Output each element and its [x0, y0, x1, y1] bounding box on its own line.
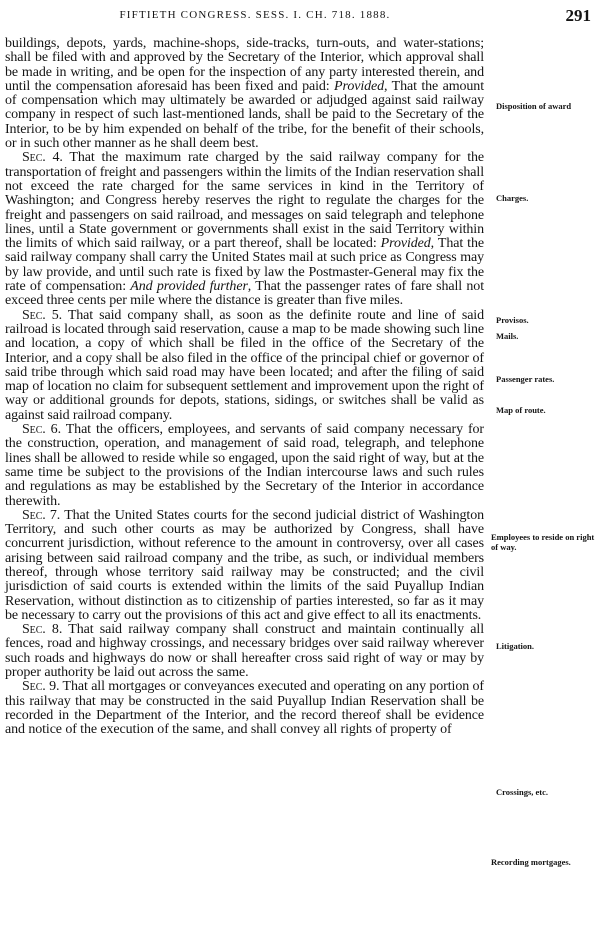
paragraph-text: That the officers, employees, and servants of said company necessary for the construction, operation, and management of said road, telegraph, and telephone lines shall be allowed to reside while so engaged, upon the said right of way, but at the same time be subject to the provisions of the Indian intercourse laws and such rules and regulations as may be established by the Secretary of the Interior in accordance therewith.	[5, 422, 484, 509]
margin-note: Charges.	[496, 193, 529, 203]
proviso-text: And provided further	[130, 279, 248, 295]
statute-text	[5, 37, 484, 738]
margin-note: Litigation.	[496, 641, 535, 651]
paragraph-text: buildings, depots, yards, machine-shops, side-tracks, turn-outs, and water-stations; shall be filed with and approved by the Secretary of the Interior, which approval shall be made in writing, and be open for the inspection of any party interested therein, and until the compensation aforesaid has been fixed and paid:	[5, 36, 484, 94]
paragraph-text: , That the passenger rates of fare shall not exceed three cents per mile where the distance is greater than five miles.	[5, 279, 484, 309]
section-number: Sec. 8.	[22, 622, 63, 638]
margin-note: Passenger rates.	[496, 374, 555, 384]
margin-note: Recording mortgages.	[491, 857, 571, 867]
margin-note: Provisos.	[496, 315, 529, 325]
paragraph-text: That said railway company shall construct and maintain continually all fences, road and highway crossings, and necessary bridges over said railway wherever such roads and highways do now or shall hereafter cross said right of way or may by proper authority be laid out across the same.	[5, 622, 484, 681]
section-paragraph	[5, 423, 484, 509]
section-number: Sec. 5.	[22, 307, 63, 323]
margin-note: Disposition of award	[496, 101, 572, 111]
section-paragraph	[5, 623, 484, 680]
margin-note: Crossings, etc.	[496, 787, 549, 797]
paragraph-text: , That the amount of compensation which may ultimately be awarded or adjudged against said railway company in respect of such last-mentioned lands, shall be paid to the Secretary of the Interior, to be by him expended on behalf of the tribe, for the benefit of their schools, or in such other manner as he shall deem best.	[5, 78, 484, 152]
paragraph-text: That the maximum rate charged by the said railway company for the transportation of freight and passengers within the limits of the Indian reservation shall not exceed the rate charged for the same services in kind in the Territory of Washington; and Congress hereby reserves the right to regulate the charges for the freight and passengers on said railroad, and messages on said telegraph and telephone lines, until a State government or governments shall exist in the said Territory within the limits of which said railway, or a part thereof, shall be located:	[5, 150, 484, 252]
page-header	[0, 6, 600, 28]
section-paragraph	[5, 309, 484, 423]
section-number: Sec. 7.	[22, 507, 61, 523]
proviso-text: Provided	[380, 236, 431, 252]
paragraph-text: That all mortgages or conveyances executed and operating on any portion of this railway that may be constructed in the said Puyallup Indian Reservation shall be recorded in the Department of the Interior, and the record thereof shall be evidence and notice of the execution of the same, and shall convey all rights of property of	[5, 679, 484, 738]
section-paragraph	[5, 680, 484, 737]
section-paragraph	[5, 509, 484, 623]
paragraph-text: That the United States courts for the second judicial district of Washington Territory, and such other courts as may be authorized by Congress, shall have concurrent jurisdiction, without reference to the amount in controversy, over all cases arising between said railroad company and the tribe, as such, or individual members thereof, through whose territory said railway may be constructed; and the civil jurisdiction of said courts is extended within the limits of the said Puyallup Indian Reservation, without distinction as to citizenship of parties interested, so far as it may be necessary to carry out the provisions of this act and give effect to all its enactments.	[5, 507, 484, 623]
margin-note: Employees to reside on right of way.	[491, 532, 595, 552]
margin-note: Map of route.	[496, 405, 546, 415]
section-number: Sec. 4.	[22, 150, 63, 166]
running-head: FIFTIETH CONGRESS. SESS. I. CH. 718. 1888.	[119, 9, 391, 21]
paragraph-text: That said company shall, as soon as the definite route and line of said railroad is located through said reservation, cause a map to be made showing such line and location, a copy of which shall be filed in the office of the Secretary of the Interior, and a copy shall be also filed in the office of the principal chief or governor of said tribe through which said road may have been located; and after the filing of said map of location no claim for subsequent settlement and improvement upon the right of way or additional grounds for depots, stations, sidings, or switches shall be valid as against said railroad company.	[5, 307, 484, 423]
section-number: Sec. 6.	[22, 422, 61, 438]
margin-note: Mails.	[496, 331, 519, 341]
page-number: 291	[565, 6, 591, 25]
section-number: Sec. 9.	[22, 679, 60, 695]
section-paragraph	[5, 151, 484, 308]
continued-paragraph	[5, 37, 484, 151]
paragraph-text: , That the said railway company shall carry the United States mail at such price as Congress may by law provide, and until such rate is fixed by law the Postmaster-General may fix the rate of compensation:	[5, 236, 484, 295]
proviso-text: Provided	[334, 78, 385, 94]
